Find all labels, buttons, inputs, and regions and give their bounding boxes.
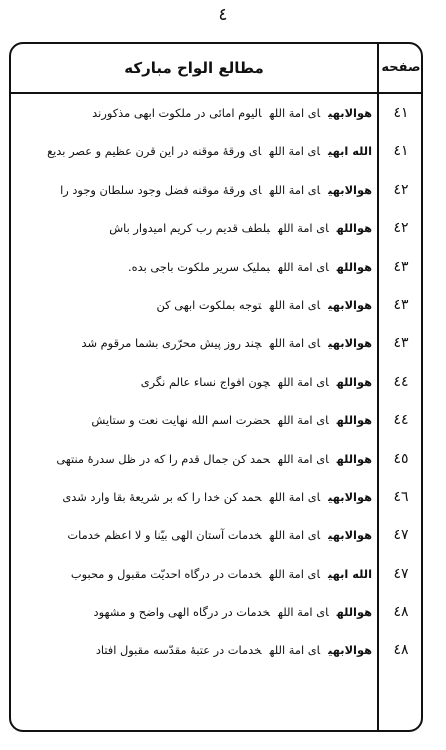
row-entry	[17, 631, 372, 669]
row-entry	[17, 132, 372, 170]
row-text: خدمات در عتبهٔ مقدّسه مقبول افتاد	[95, 643, 262, 658]
row-opening: هوالله	[336, 605, 372, 620]
row-page-number: ٤١	[393, 143, 409, 160]
row-page-number: ٤٧	[393, 527, 409, 544]
row-text: چند روز پیش محرّری بشما مرقوم شد	[81, 336, 262, 351]
row-text: بملیک سریر ملکوت باجی بده.	[128, 259, 270, 274]
row-opening: الله ابهی	[327, 566, 372, 581]
table-row	[11, 209, 421, 247]
row-address: ای امة الله	[277, 221, 329, 236]
row-page-number: ٤٧	[393, 565, 409, 582]
row-text: توجه بملکوت ابهی کن	[156, 297, 262, 312]
table-row	[11, 631, 421, 669]
row-address: ای امة الله	[277, 605, 329, 620]
row-address: ای امة الله	[269, 106, 321, 120]
row-page-number: ٤٤	[393, 412, 409, 429]
row-entry	[17, 516, 372, 554]
row-page-number: ٤٨	[393, 642, 409, 659]
row-entry	[17, 248, 372, 286]
row-text: الیوم امائی در ملکوت ابهی مذکورند	[92, 106, 262, 120]
table-of-contents-frame	[9, 42, 423, 732]
row-page-number: ٤١	[393, 105, 409, 121]
row-text: حمد کن خدا را که بر شریعهٔ بقا وارد شدی	[62, 489, 262, 504]
table-row	[11, 363, 421, 401]
row-address: ای امة الله	[269, 566, 320, 581]
table-row	[11, 478, 421, 516]
row-opening: هوالابهی	[328, 643, 372, 658]
row-page-number: ٤٢	[393, 181, 409, 198]
row-opening: هوالابهی	[328, 489, 372, 504]
row-opening: هوالله	[336, 259, 372, 274]
row-entry	[17, 171, 372, 209]
row-entry	[17, 324, 372, 362]
row-page-number: ٤٥	[393, 450, 409, 467]
row-page-number: ٤٣	[393, 258, 409, 275]
row-page-number: ٤٣	[393, 296, 409, 313]
table-row	[11, 516, 421, 554]
row-opening: هوالله	[336, 374, 372, 389]
row-address: ای امة الله	[269, 336, 321, 351]
row-opening: هوالله	[336, 413, 372, 428]
row-text: خدمات آستان الهی بیّنا و لا اعظم خدمات	[67, 528, 262, 543]
row-text: ای ورقهٔ موقنه در این قرن عظیم و عصر بدیع	[47, 144, 262, 159]
row-page-number: ٤٦	[393, 488, 409, 505]
row-entry	[17, 363, 372, 401]
row-opening: هوالابهی	[328, 297, 372, 312]
table-row	[11, 286, 421, 324]
row-page-number: ٤٤	[393, 373, 409, 390]
row-opening: هوالابهی	[328, 528, 372, 543]
table-header-title: مطالع الواح مبارکه	[124, 59, 264, 77]
row-address: ای امة الله	[269, 182, 321, 197]
row-entry	[17, 593, 372, 631]
row-entry	[17, 94, 372, 132]
row-address: ای امة الله	[269, 528, 321, 543]
row-address: ای امة الله	[269, 297, 321, 312]
row-entry	[17, 478, 372, 516]
table-row	[11, 94, 421, 132]
table-row	[11, 593, 421, 631]
row-address: ای امة الله	[277, 451, 329, 466]
row-text: خدمات در درگاه احدیّت مقبول و محبوب	[70, 566, 262, 581]
row-page-number: ٤٢	[393, 220, 409, 237]
table-header-page: صفحه	[381, 60, 421, 75]
table-row	[11, 248, 421, 286]
row-opening: هوالابهی	[328, 106, 372, 120]
table-row	[11, 401, 421, 439]
row-opening: هوالله	[336, 451, 372, 466]
row-page-number: ٤٨	[393, 604, 409, 621]
row-text: خدمات در درگاه الهی واضح و مشهود	[93, 605, 270, 620]
row-opening: هوالابهی	[328, 336, 372, 351]
row-text: بلطف قدیم رب کریم امیدوار باش	[109, 221, 270, 236]
row-entry	[17, 555, 372, 593]
row-opening: الله ابهی	[327, 144, 372, 159]
table-rows	[11, 94, 421, 670]
row-page-number: ٤٣	[393, 335, 409, 352]
row-address: ای امة الله	[277, 259, 329, 274]
row-address: ای امة الله	[269, 489, 321, 504]
row-address: ای امة الله	[269, 144, 320, 159]
page-number: ٤	[218, 5, 228, 25]
row-opening: هوالله	[336, 221, 372, 236]
row-entry	[17, 209, 372, 247]
table-row	[11, 440, 421, 478]
row-address: ای امة الله	[269, 643, 321, 658]
row-text: ای ورقهٔ موقنه فضل وجود سلطان وجود را	[60, 182, 262, 197]
table-row	[11, 324, 421, 362]
row-entry	[17, 440, 372, 478]
table-row	[11, 132, 421, 170]
row-text: حمد کن جمال قدم را که در ظل سدرهٔ منتهی	[56, 451, 270, 466]
table-row	[11, 171, 421, 209]
row-address: ای امة الله	[277, 413, 329, 428]
row-entry	[17, 286, 372, 324]
row-text: حضرت اسم الله نهایت نعت و ستایش	[91, 413, 270, 428]
row-opening: هوالابهی	[328, 182, 372, 197]
row-entry	[17, 401, 372, 439]
row-address: ای امة الله	[277, 374, 329, 389]
row-text: چون افواج نساء عالم نگری	[140, 374, 270, 389]
table-row	[11, 555, 421, 593]
